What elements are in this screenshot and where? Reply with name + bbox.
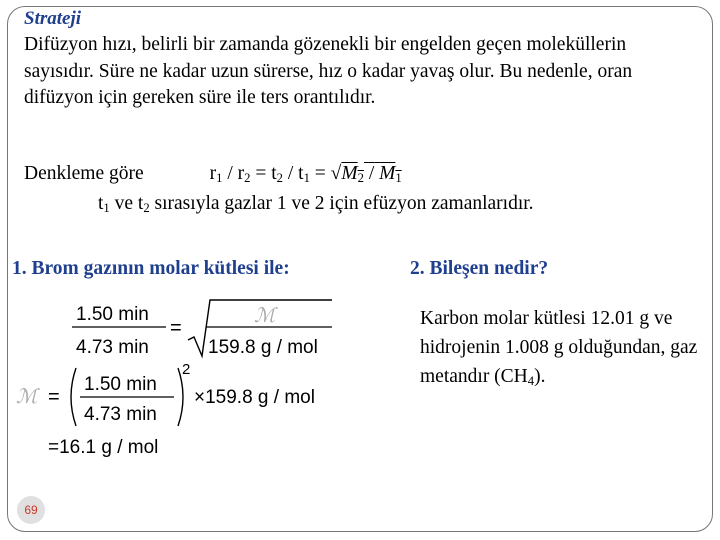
time-1-value: 1.50 min	[76, 304, 149, 325]
molar-mass-calculation	[10, 296, 350, 466]
rate-2: $r_2$	[237, 163, 251, 186]
exponent: 2	[182, 361, 191, 378]
page-number: 69	[17, 496, 45, 524]
equation-intro: Denkleme göre	[24, 163, 144, 184]
time-2-value: 4.73 min	[76, 337, 149, 358]
sqrt-symbol: √	[330, 163, 342, 184]
time-2: $t_2$	[271, 163, 283, 186]
svg-text:=: =	[48, 386, 60, 408]
strategy-body: Difüzyon hızı, belirli bir zamanda gözenekli bir engelden geçen moleküllerin sayısıdır. Süre ne kadar uzun sürerse, hız o kadar yavaş olur. Bu nedenle, oran difüzyon için gereken süre ile ters orantılıdır.	[24, 34, 633, 108]
question-1-title: 1. Brom gazının molar kütlesi ile:	[12, 258, 290, 279]
question-2-title: 2. Bileşen nedir?	[410, 258, 549, 279]
strategy-title: Strateji	[24, 8, 82, 29]
equation-line: Denkleme göre $r_1 / r_2 = t_2 / t_1 = √M_2 / M_1$	[24, 163, 402, 186]
molar-mass-ratio: $M_2 / M_1$	[341, 163, 402, 186]
svg-text:ℳ: ℳ	[16, 386, 38, 408]
svg-text:1.50 min: 1.50 min	[84, 374, 157, 395]
bromine-molar-mass: 159.8 g / mol	[208, 337, 318, 358]
result: =16.1 g / mol	[48, 437, 159, 458]
svg-text:×159.8 g / mol: ×159.8 g / mol	[194, 387, 315, 408]
molar-mass-symbol: ℳ	[254, 305, 276, 327]
time-1: $t_1$	[298, 163, 310, 186]
definition-line: $t_1$ ve $t_2$ sırasıyla gazlar 1 ve 2 için efüzyon zamanlarıdır.	[98, 193, 534, 216]
svg-text:=: =	[170, 317, 182, 339]
answer-text: Karbon molar kütlesi 12.01 g ve hidrojenin 1.008 g olduğundan, gaz metandır $(CH_4)$.	[420, 308, 698, 389]
svg-text:4.73 min: 4.73 min	[84, 404, 157, 425]
rate-1: $r_1$	[209, 163, 223, 186]
